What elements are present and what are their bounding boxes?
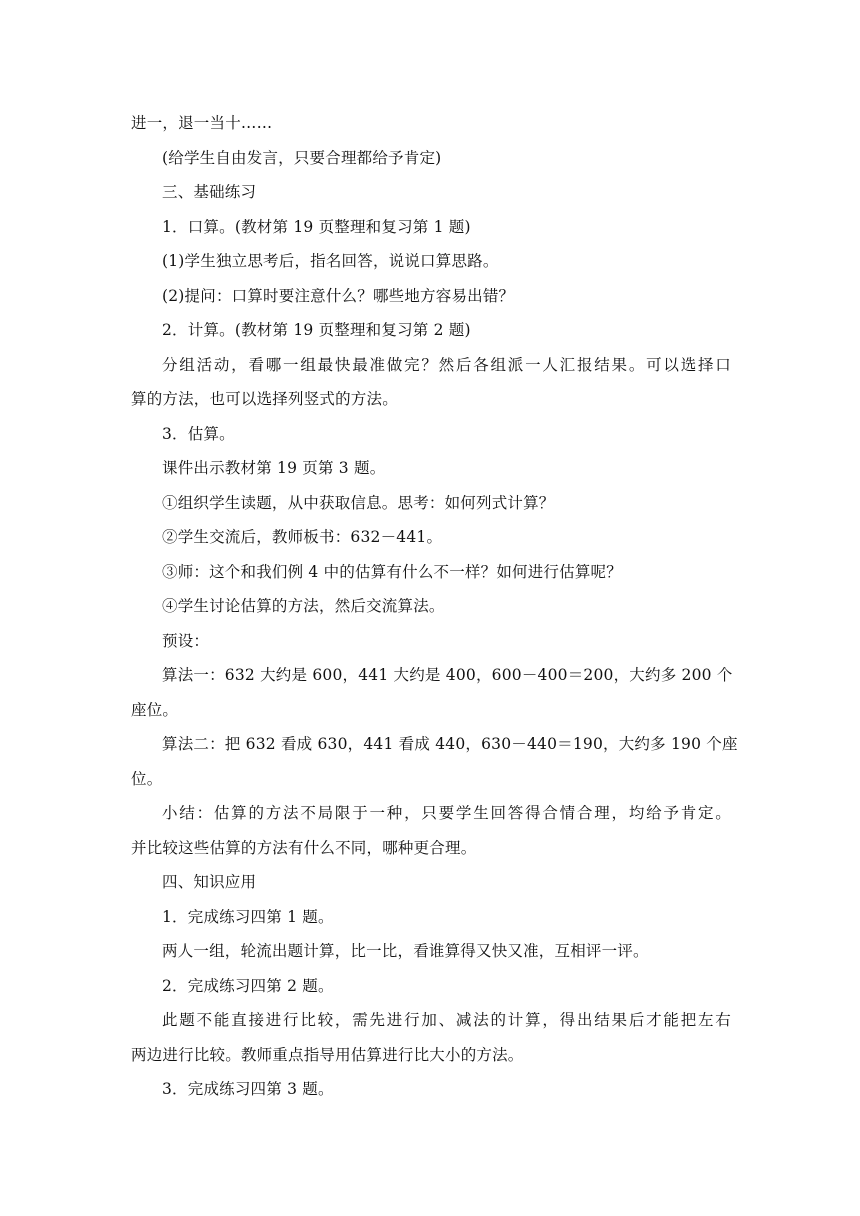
paragraph-line: 分组活动，看哪一组最快最准做完？然后各组派一人汇报结果。可以选择口	[162, 355, 731, 374]
document-body	[131, 106, 738, 1107]
paragraph-line: (给学生自由发言，只要合理都给予肯定)	[162, 148, 442, 167]
section-heading: 四、知识应用	[162, 873, 257, 891]
paragraph-line: 1．口算。(教材第 19 页整理和复习第 1 题)	[162, 217, 471, 236]
paragraph-line: 两人一组，轮流出题计算，比一比，看谁算得又快又准，互相评一评。	[162, 942, 649, 960]
paragraph-line: 此题不能直接进行比较，需先进行加、减法的计算，得出结果后才能把左右	[162, 1011, 731, 1029]
paragraph-line: 算法二：把 632 看成 630，441 看成 440，630－440＝190，大约多 190 个座	[162, 735, 738, 753]
paragraph-line: 1．完成练习四第 1 题。	[162, 907, 334, 926]
section-heading: 三、基础练习	[162, 183, 257, 201]
paragraph-line: 课件出示教材第 19 页第 3 题。	[162, 459, 386, 477]
paragraph-line: 并比较这些估算的方法有什么不同，哪种更合理。	[131, 838, 477, 857]
paragraph-line: 2．完成练习四第 2 题。	[162, 976, 334, 995]
paragraph-line: 算的方法，也可以选择列竖式的方法。	[131, 390, 398, 408]
paragraph-line: 2．计算。(教材第 19 页整理和复习第 2 题)	[162, 321, 471, 339]
paragraph-line: 3．完成练习四第 3 题。	[162, 1080, 334, 1098]
paragraph-line: ①组织学生读题，从中获取信息。思考：如何列式计算？	[162, 493, 555, 512]
paragraph-line: 算法一：632 大约是 600，441 大约是 400，600－400＝200，大约多 200 个	[162, 666, 733, 684]
paragraph-line: 3．估算。	[162, 424, 235, 443]
paragraph-line: ②学生交流后，教师板书：632－441。	[162, 528, 443, 546]
paragraph-line: ③师：这个和我们例 4 中的估算有什么不一样？如何进行估算呢？	[162, 562, 622, 581]
paragraph-line: 预设：	[162, 631, 210, 650]
paragraph-line: 位。	[131, 769, 163, 788]
paragraph-line: 小结：估算的方法不局限于一种，只要学生回答得合情合理，均给予肯定。	[162, 804, 731, 822]
paragraph-line: 两边进行比较。教师重点指导用估算进行比大小的方法。	[131, 1045, 524, 1064]
paragraph-line: (2)提问：口算时要注意什么？哪些地方容易出错？	[162, 286, 515, 305]
paragraph-line: 座位。	[131, 700, 179, 719]
paragraph-line: 进一，退一当十……	[131, 114, 273, 132]
paragraph-line: ④学生讨论估算的方法，然后交流算法。	[162, 597, 445, 615]
paragraph-line: (1)学生独立思考后，指名回答，说说口算思路。	[162, 252, 499, 270]
